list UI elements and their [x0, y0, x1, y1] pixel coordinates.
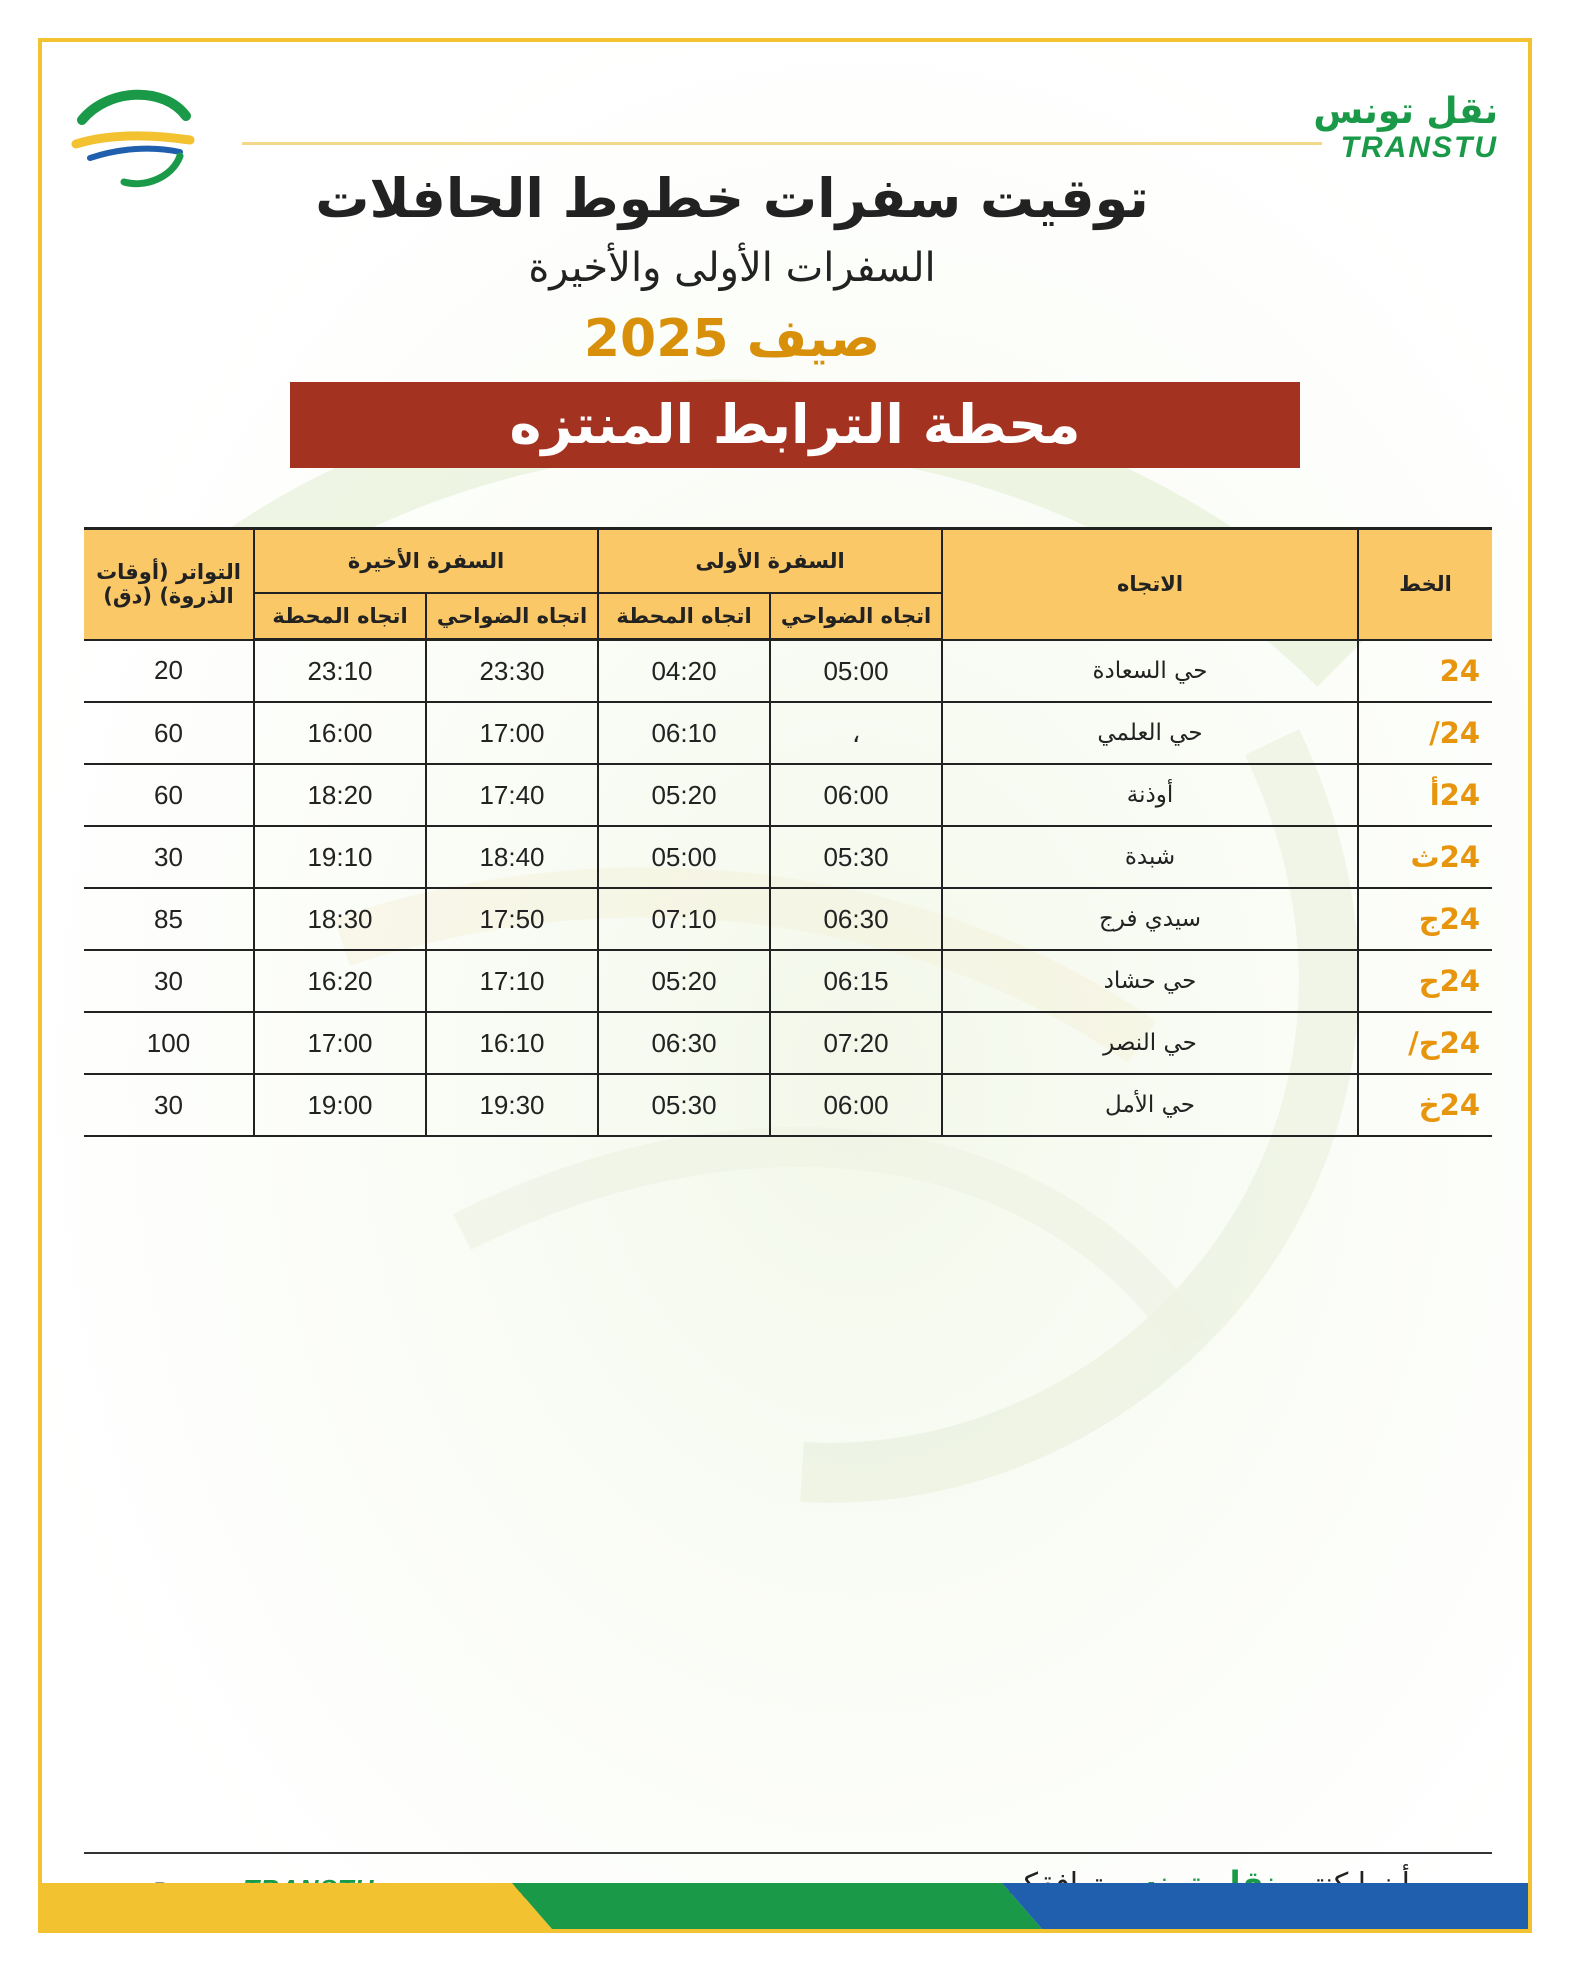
- table-row: [84, 888, 1492, 950]
- transtu-brand-logo: [1313, 92, 1498, 164]
- line-number: 24خ: [1358, 1074, 1492, 1136]
- table-row: [84, 1074, 1492, 1136]
- line-number: 24/: [1358, 702, 1492, 764]
- first-suburbs-time: 07:20: [770, 1012, 942, 1074]
- last-suburbs-time: 17:50: [426, 888, 598, 950]
- frequency-cell: 85: [84, 888, 254, 950]
- brand-name-arabic: نقل تونس: [1313, 91, 1498, 132]
- frequency-cell: 60: [84, 702, 254, 764]
- header-first-suburbs: اتجاه الضواحي: [770, 593, 942, 640]
- first-station-time: 04:20: [598, 640, 770, 703]
- table-row: [84, 640, 1492, 703]
- table-row: [84, 764, 1492, 826]
- header-frequency: التواتر (أوقات الذروة) (دق): [84, 529, 254, 640]
- footer-rule: [84, 1852, 1492, 1854]
- frequency-cell: 100: [84, 1012, 254, 1074]
- header-first-trip: السفرة الأولى: [598, 529, 942, 594]
- first-station-time: 05:20: [598, 950, 770, 1012]
- first-suburbs-time: 05:30: [770, 826, 942, 888]
- first-station-time: 07:10: [598, 888, 770, 950]
- last-station-time: 23:10: [254, 640, 426, 703]
- first-station-time: 06:30: [598, 1012, 770, 1074]
- direction-cell: حي العلمي: [942, 702, 1358, 764]
- header-first-station: اتجاه المحطة: [598, 593, 770, 640]
- last-suburbs-time: 17:40: [426, 764, 598, 826]
- frequency-cell: 30: [84, 950, 254, 1012]
- first-station-time: 05:20: [598, 764, 770, 826]
- first-suburbs-time: 06:00: [770, 1074, 942, 1136]
- last-station-time: 18:30: [254, 888, 426, 950]
- last-station-time: 19:10: [254, 826, 426, 888]
- first-station-time: 06:10: [598, 702, 770, 764]
- transtu-emblem-logo: [68, 82, 200, 194]
- table-row: [84, 1012, 1492, 1074]
- last-station-time: 19:00: [254, 1074, 426, 1136]
- frequency-cell: 30: [84, 826, 254, 888]
- direction-cell: سيدي فرج: [942, 888, 1358, 950]
- first-suburbs-time: 06:00: [770, 764, 942, 826]
- last-station-time: 17:00: [254, 1012, 426, 1074]
- first-suburbs-time: 06:30: [770, 888, 942, 950]
- header-last-trip: السفرة الأخيرة: [254, 529, 598, 594]
- first-station-time: 05:00: [598, 826, 770, 888]
- stripe-green: [512, 1883, 1042, 1929]
- header-rule: [242, 142, 1322, 145]
- last-suburbs-time: 19:30: [426, 1074, 598, 1136]
- line-number: 24ح: [1358, 950, 1492, 1012]
- line-number: 24ج: [1358, 888, 1492, 950]
- table-row: [84, 950, 1492, 1012]
- direction-cell: أوذنة: [942, 764, 1358, 826]
- page-title: توقيت سفرات خطوط الحافلات: [315, 167, 1149, 230]
- first-suburbs-time: ،: [770, 702, 942, 764]
- last-suburbs-time: 17:10: [426, 950, 598, 1012]
- line-number: 24ث: [1358, 826, 1492, 888]
- header-last-station: اتجاه المحطة: [254, 593, 426, 640]
- direction-cell: شبدة: [942, 826, 1358, 888]
- stripe-yellow: [42, 1883, 552, 1929]
- table-row: [84, 702, 1492, 764]
- line-number: 24أ: [1358, 764, 1492, 826]
- stripe-blue: [1002, 1883, 1532, 1929]
- page-subtitle: السفرات الأولى والأخيرة: [528, 245, 936, 291]
- first-suburbs-time: 06:15: [770, 950, 942, 1012]
- poster-frame: [38, 38, 1532, 1933]
- last-station-time: 16:20: [254, 950, 426, 1012]
- station-name-banner: محطة الترابط المنتزه: [290, 382, 1300, 468]
- direction-cell: حي حشاد: [942, 950, 1358, 1012]
- first-station-time: 05:30: [598, 1074, 770, 1136]
- direction-cell: حي النصر: [942, 1012, 1358, 1074]
- frequency-cell: 20: [84, 640, 254, 703]
- header-direction: الاتجاه: [942, 529, 1358, 640]
- line-number: 24: [1358, 640, 1492, 703]
- frequency-cell: 60: [84, 764, 254, 826]
- schedule-table: [84, 527, 1492, 1137]
- direction-cell: حي السعادة: [942, 640, 1358, 703]
- season-label: صيف 2025: [583, 309, 881, 369]
- last-suburbs-time: 18:40: [426, 826, 598, 888]
- last-station-time: 16:00: [254, 702, 426, 764]
- brand-name-latin: TRANSTU: [1340, 131, 1498, 164]
- line-number: 24ح/: [1358, 1012, 1492, 1074]
- footer-color-stripes: [42, 1883, 1532, 1929]
- direction-cell: حي الأمل: [942, 1074, 1358, 1136]
- first-suburbs-time: 05:00: [770, 640, 942, 703]
- last-station-time: 18:20: [254, 764, 426, 826]
- table-row: [84, 826, 1492, 888]
- header-line: الخط: [1358, 529, 1492, 640]
- last-suburbs-time: 23:30: [426, 640, 598, 703]
- last-suburbs-time: 16:10: [426, 1012, 598, 1074]
- frequency-cell: 30: [84, 1074, 254, 1136]
- last-suburbs-time: 17:00: [426, 702, 598, 764]
- header-last-suburbs: اتجاه الضواحي: [426, 593, 598, 640]
